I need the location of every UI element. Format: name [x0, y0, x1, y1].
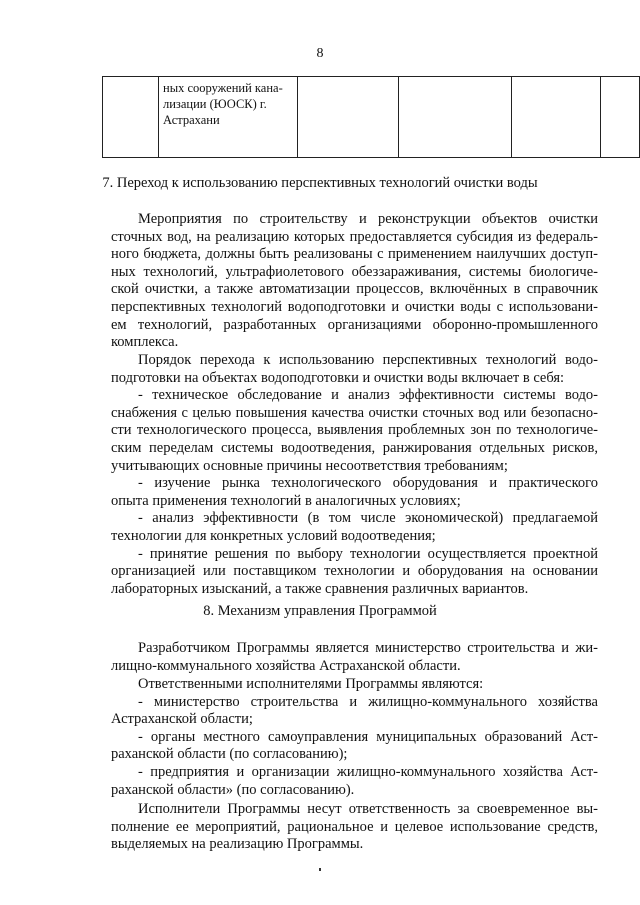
text-line: Ответственными исполнителями Программы являются: — [138, 676, 484, 692]
table-cell-object-name — [159, 77, 298, 158]
section-8-paragraph-3 — [111, 801, 598, 854]
table-cell-empty — [298, 77, 399, 158]
cell-line: ных сооружений кана- — [163, 81, 283, 95]
table-row — [103, 77, 640, 158]
cell-line: Астрахани — [163, 113, 220, 127]
scan-mark — [319, 868, 321, 871]
list-item: - органы местного самоуправления муниципальных образований Аст- — [138, 728, 598, 745]
cell-line: лизации (ЮОСК) г. — [163, 97, 267, 111]
list-item: - изучение рынка технологического оборудования и практического — [138, 475, 598, 492]
text-line: раханской области» (по согласованию). — [111, 781, 355, 798]
text-line: сти технологического процесса, выявления проблемных зон по технологиче- — [111, 422, 598, 439]
text-line: перспективных технологий водоподготовки и очистки воды с использовани- — [111, 298, 598, 315]
text-line: комплекса. — [111, 334, 179, 351]
text-line: выделяемых на реализацию Программы. — [111, 836, 364, 853]
table-cell-empty — [512, 77, 601, 158]
text-line: Исполнители Программы несут ответственность за своевременное вы- — [138, 801, 598, 817]
text-line: организацией или поставщиком технологии и оборудования на основании — [111, 563, 598, 580]
text-line: снабжения с целью повышения качества очистки сточных вод или безопасно- — [111, 404, 598, 421]
list-item: - министерство строительства и жилищно-коммунального хозяйства — [138, 693, 598, 710]
list-item: - техническое обследование и анализ эффективности системы водо- — [138, 387, 598, 404]
text-line: ской очистки, а также автоматизации процессов, включённых в справочник — [111, 281, 598, 298]
text-line: Астраханской области; — [111, 711, 253, 728]
list-item: - анализ эффективности (в том числе экономической) предлагаемой — [138, 510, 598, 527]
text-line: сточных вод, на реализацию которых предоставляется субсидия из федераль- — [111, 228, 598, 245]
text-line: Порядок перехода к использованию перспективных технологий водо- — [138, 352, 598, 368]
text-line: Мероприятия по строительству и реконструкции объектов очистки — [138, 211, 598, 227]
text-line: полнение ее мероприятий, рациональное и целевое использование средств, — [111, 818, 598, 835]
text-line: Разработчиком Программы является министерство строительства и жи- — [138, 640, 598, 656]
table-cell-empty — [399, 77, 512, 158]
text-line: учитывающих основные причины несоответствия требованиям; — [111, 457, 508, 474]
table-cell-empty — [103, 77, 159, 158]
section-8-paragraph-2 — [111, 676, 598, 799]
text-line: подготовки на объектах водоподготовки и очистки воды включает в себя: — [111, 369, 565, 386]
text-line: ного бюджета, должны быть реализованы с применением наилучших доступ- — [111, 246, 598, 263]
text-line: технологии для конкретных условий водоотведения; — [111, 527, 436, 544]
section-7-paragraph-2 — [111, 352, 598, 598]
text-line: ским переделам системы водоотведения, ранжирования отдельных рисков, — [111, 439, 598, 456]
list-item: - принятие решения по выбору технологии осуществляется проектной — [138, 545, 598, 562]
text-line: лабораторных изысканий, а также сравнения различных вариантов. — [111, 580, 529, 597]
list-item: - предприятия и организации жилищно-коммунального хозяйства Аст- — [138, 763, 598, 780]
text-line: опыта применения технологий в аналогичных условиях; — [111, 492, 461, 509]
section-7-heading: 7. Переход к использованию перспективных технологий очистки воды — [102, 175, 538, 191]
text-line: ных технологий, ультрафиолетового обеззараживания, системы биологиче- — [111, 263, 598, 280]
page-number: 8 — [316, 46, 324, 61]
table-continuation — [102, 76, 640, 158]
text-line: раханской области (по согласованию); — [111, 746, 348, 763]
text-line: ем технологий, разработанных организациями оборонно-промышленного — [111, 316, 598, 333]
text-line: лищно-коммунального хозяйства Астраханской области. — [111, 657, 461, 674]
section-8-paragraph-1 — [111, 640, 598, 675]
section-8-heading: 8. Механизм управления Программой — [203, 603, 437, 619]
table-cell-empty — [601, 77, 640, 158]
section-7-paragraph-1 — [111, 211, 598, 352]
